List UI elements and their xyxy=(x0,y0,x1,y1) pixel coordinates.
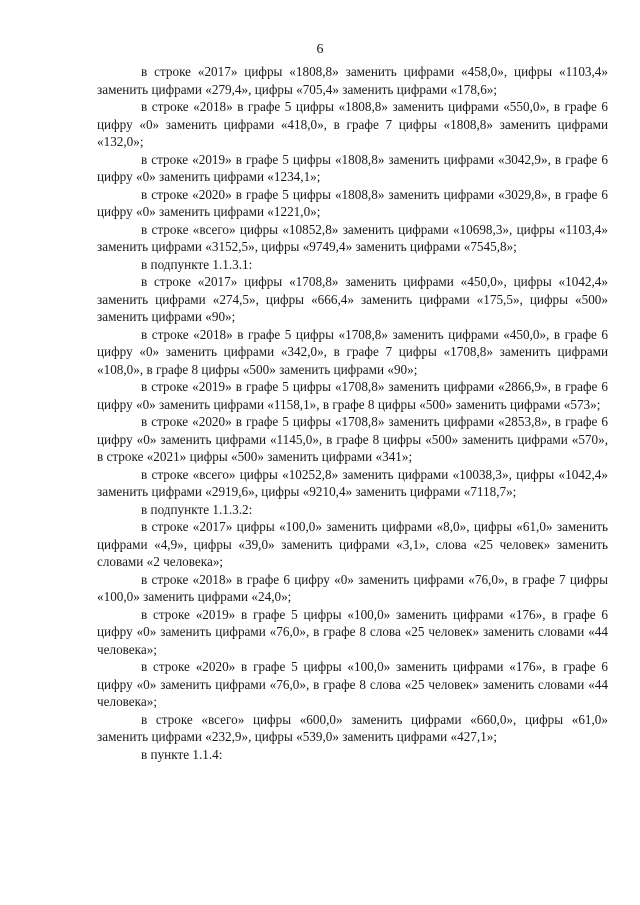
page-number: 6 xyxy=(316,42,324,57)
paragraph: в строке «2020» в графе 5 цифры «1808,8» заменить цифрами «3029,8», в графе 6 цифру «0» заменить цифрами «1221,0»; xyxy=(97,186,608,219)
paragraph: в строке «2020» в графе 5 цифры «100,0» заменить цифрами «176», в графе 6 цифру «0» заменить цифрами «76,0», в графе 8 слова «25 человек» заменить словами «44 человека»; xyxy=(97,659,608,709)
paragraph: в строке «2018» в графе 6 цифру «0» заменить цифрами «76,0», в графе 7 цифры «100,0» заменить цифрами «24,0»; xyxy=(97,571,608,604)
paragraph: в строке «2019» в графе 5 цифры «100,0» заменить цифрами «176», в графе 6 цифру «0» заменить цифрами «76,0», в графе 8 слова «25 человек» заменить словами «44 человека»; xyxy=(97,606,608,657)
paragraph: в строке «2017» цифры «1808,8» заменить цифрами «458,0», цифры «1103,4» заменить цифрами «279,4», цифры «705,4» заменить цифрами «178,6»; xyxy=(97,64,608,97)
paragraph: в строке «всего» цифры «10852,8» заменить цифрами «10698,3», цифры «1103,4» заменить цифрами «3152,5», цифры «9749,4» заменить цифрами «7545,8»; xyxy=(97,221,608,254)
paragraph: в строке «всего» цифры «600,0» заменить цифрами «660,0», цифры «61,0» заменить цифрами «232,9», цифры «539,0» заменить цифрами «427,1»; xyxy=(97,711,608,744)
subsection-heading: в пункте 1.1.4: xyxy=(141,746,223,762)
subsection-heading: в подпункте 1.1.3.1: xyxy=(141,256,253,272)
paragraph: в строке «2019» в графе 5 цифры «1708,8» заменить цифрами «2866,9», в графе 6 цифру «0» заменить цифрами «1158,1», в графе 8 цифры «500» заменить цифрами «573»; xyxy=(97,379,608,412)
subsection-heading: в подпункте 1.1.3.2: xyxy=(141,501,253,517)
paragraph: в строке «2019» в графе 5 цифры «1808,8» заменить цифрами «3042,9», в графе 6 цифру «0» заменить цифрами «1234,1»; xyxy=(97,151,608,184)
paragraph: в строке «2018» в графе 5 цифры «1808,8» заменить цифрами «550,0», в графе 6 цифру «0» заменить цифрами «418,0», в графе 7 цифры «1808,8» заменить цифрами «132,0»; xyxy=(97,99,608,149)
paragraph: в строке «2017» цифры «1708,8» заменить цифрами «450,0», цифры «1042,4» заменить цифрами «274,5», цифры «666,4» заменить цифрами «175,5», цифры «500» заменить цифрами «90»; xyxy=(97,274,608,324)
document-body xyxy=(97,63,608,763)
paragraph: в строке «всего» цифры «10252,8» заменить цифрами «10038,3», цифры «1042,4» заменить цифрами «2919,6», цифры «9210,4» заменить цифрами «7118,7»; xyxy=(97,466,608,499)
paragraph: в строке «2018» в графе 5 цифры «1708,8» заменить цифрами «450,0», в графе 6 цифру «0» заменить цифрами «342,0», в графе 7 цифры «1708,8» заменить цифрами «108,0», в графе 8 цифры «500» заменить цифрами «90»; xyxy=(97,326,608,377)
paragraph: в строке «2017» цифры «100,0» заменить цифрами «8,0», цифры «61,0» заменить цифрами «4,9», цифры «39,0» заменить цифрами «3,1», слова «25 человек» заменить словами «2 человека»; xyxy=(97,519,608,569)
paragraph: в строке «2020» в графе 5 цифры «1708,8» заменить цифрами «2853,8», в графе 6 цифру «0» заменить цифрами «1145,0», в графе 8 цифры «500» заменить цифрами «570», в строке «2021» цифры «500» заменить цифрами «341»; xyxy=(97,414,608,464)
